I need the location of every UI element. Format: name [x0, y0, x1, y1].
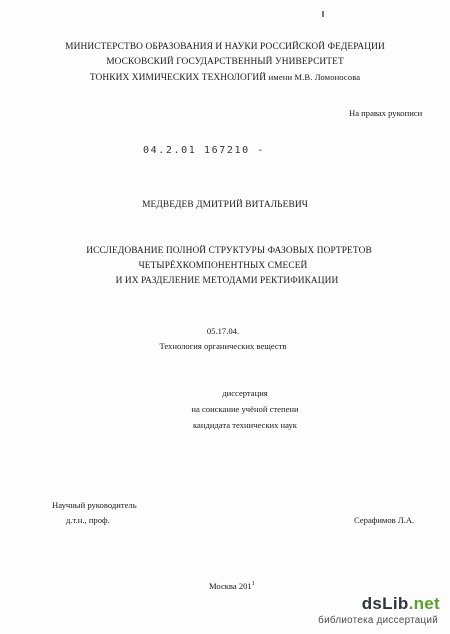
supervisor-name: Серафимов Л.А.: [354, 515, 415, 525]
title-line-1: ИССЛЕДОВАНИЕ ПОЛНОЙ СТРУКТУРЫ ФАЗОВЫХ ПОРТРЕТОВ: [86, 246, 372, 256]
title-line-3: И ИХ РАЗДЕЛЕНИЕ МЕТОДАМИ РЕКТИФИКАЦИИ: [115, 276, 339, 286]
specialty-code: 05.17.04.: [206, 326, 240, 336]
dslib-logo: [362, 594, 440, 614]
degree-line-1: диссертация: [222, 388, 268, 398]
city-year: [209, 581, 255, 591]
year-last-digit: 1: [251, 581, 255, 588]
university-line: МОСКОВСКИЙ ГОСУДАРСТВЕННЫЙ УНИВЕРСИТЕТ: [106, 57, 344, 67]
scan-speck: [322, 11, 324, 17]
dslib-tagline: библиотека диссертаций: [318, 615, 438, 626]
university-name-rest: имени М.В. Ломоносова: [268, 72, 361, 82]
university-name-line: [0, 72, 450, 83]
supervisor-degree: д.т.н., проф.: [66, 515, 110, 525]
degree-line-3: кандидата технических наук: [192, 420, 297, 430]
dslib-logo-main: dsLib: [361, 594, 409, 613]
ministry-line: МИНИСТЕРСТВО ОБРАЗОВАНИЯ И НАУКИ РОССИЙСКОЙ ФЕДЕРАЦИИ: [65, 42, 385, 52]
library-stamp: 04.2.01 167210 -: [143, 145, 265, 156]
degree-line-2: на соискание учёной степени: [191, 404, 299, 414]
manuscript-rights-note: На правах рукописи: [349, 108, 423, 118]
university-name-caps: ТОНКИХ ХИМИЧЕСКИХ ТЕХНОЛОГИЙ: [89, 73, 267, 83]
specialty-name: Технология органических веществ: [159, 341, 287, 351]
title-line-2: ЧЕТЫРЁХКОМПОНЕНТНЫХ СМЕСЕЙ: [138, 261, 308, 271]
author-name: МЕДВЕДЕВ ДМИТРИЙ ВИТАЛЬЕВИЧ: [142, 200, 308, 210]
dslib-logo-suffix: .net: [408, 594, 440, 613]
city-year-text: Москва 201: [209, 581, 252, 591]
supervisor-label: Научный руководитель: [52, 500, 137, 510]
